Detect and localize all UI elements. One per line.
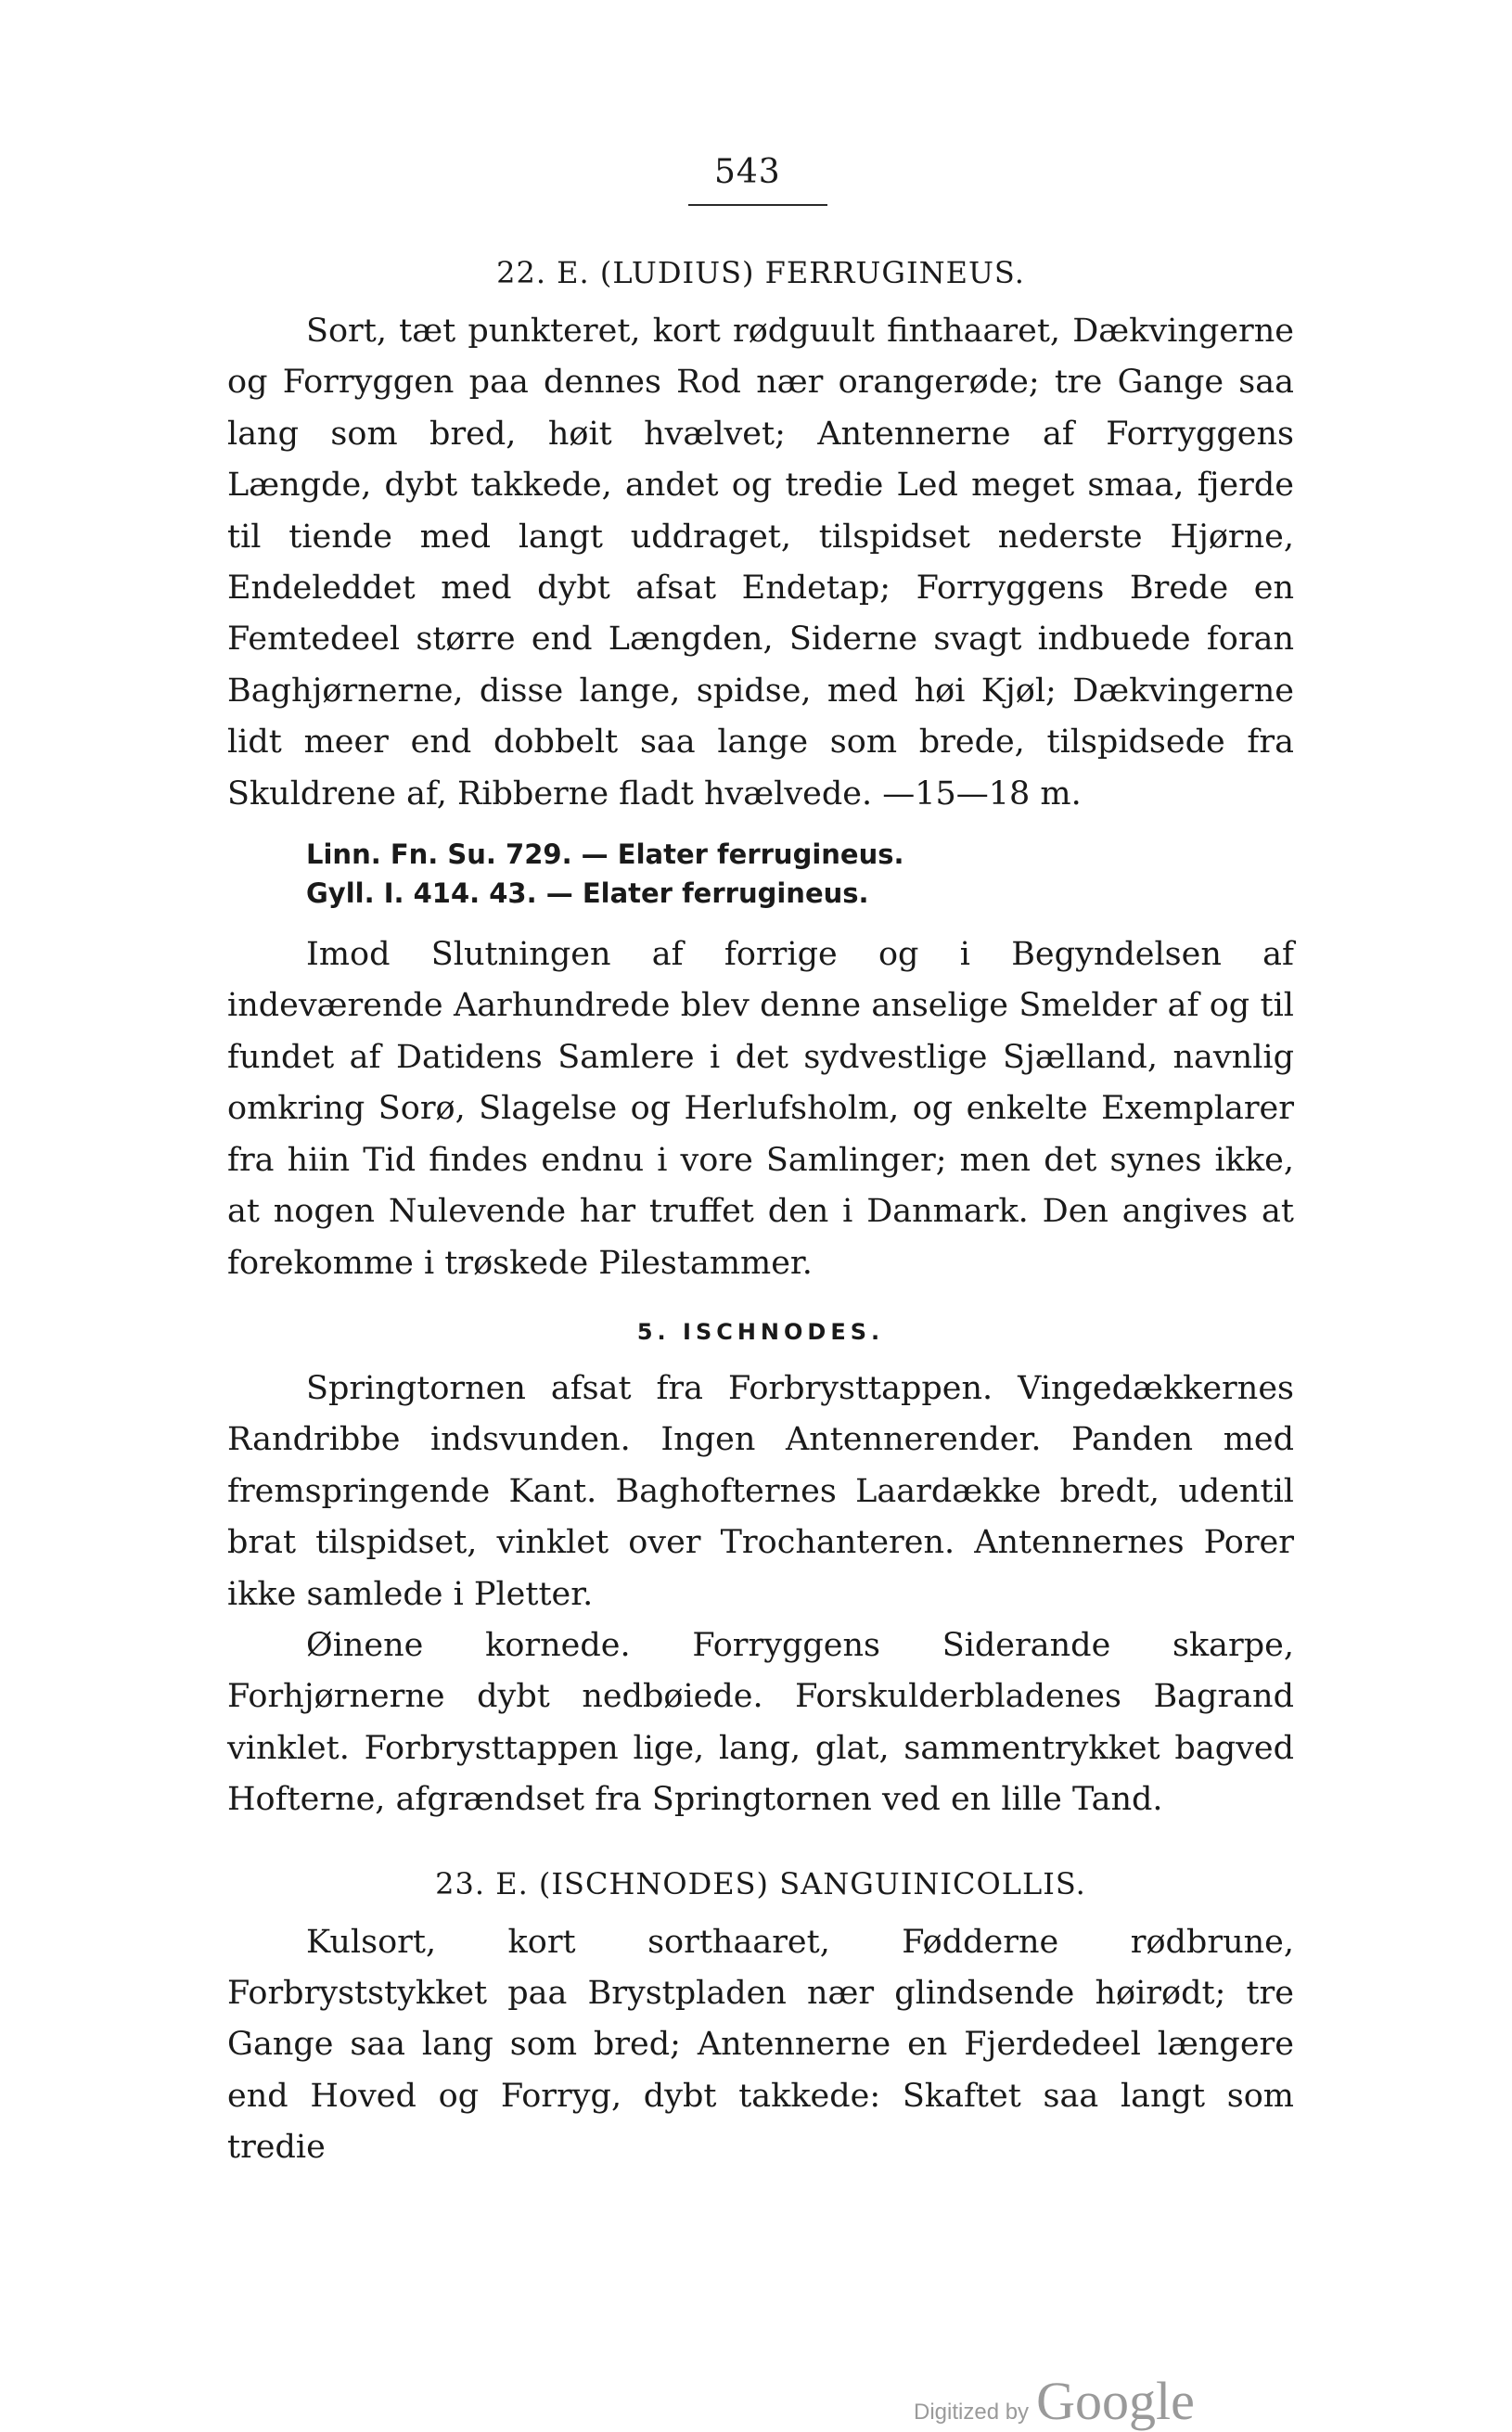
species-description: Kulsort, kort sorthaaret, Fødderne rødbrune, Forbryststykket paa Brystpladen nær glindsende høirødt; tre Gange saa lang som bred; Antennerne en Fjerdedeel længere end Hoved og Forryg, dybt takkede: Skaftet saa langt som tredie (227, 1923, 1294, 2167)
digitized-watermark (914, 2370, 1195, 2432)
page-number-rule (688, 204, 827, 206)
genus-paragraph: Øinene kornede. Forryggens Siderande skarpe, Forhjørnerne dybt nedbøiede. Forskulderbladenes Bagrand vinklet. Forbrysttappen lige, lang, glat, sammentrykket bagved Hofterne, afgrændset fra Springtornen ved en lille Tand. (227, 1626, 1294, 1819)
digitized-label: Digitized by (914, 2400, 1030, 2425)
species-heading: 22. E. (LUDIUS) FERRUGINEUS. (496, 255, 1025, 290)
species-notes: Imod Slutningen af forrige og i Begyndelsen af indeværende Aarhundrede blev denne anselige Smelder af og til fundet af Datidens Samlere i det sydvestlige Sjælland, navnlig omkring Sorø, Slagelse og Herlufsholm, og enkelte Exemplarer fra hiin Tid findes endnu i vore Samlinger; men det synes ikke, at nogen Nulevende har truffet den i Danmark. Den angives at forekomme i trøskede Pilestammer. (227, 936, 1294, 1282)
page-number: 543 (714, 153, 781, 191)
reference-line: Gyll. I. 414. 43. — Elater ferrugineus. (306, 877, 869, 910)
species-heading: 23. E. (ISCHNODES) SANGUINICOLLIS. (435, 1865, 1086, 1901)
species-description: Sort, tæt punkteret, kort rødguult finthaaret, Dækvingerne og Forryggen paa dennes Rod nær orangerøde; tre Gange saa lang som bred, høit hvælvet; Antennerne af Forryggens Længde, dybt takkede, andet og tredie Led meget smaa, fjerde til tiende med langt uddraget, tilspidset nederste Hjørne, Endeleddet med dybt afsat Endetap; Forryggens Brede en Femtedeel større end Længden, Siderne svagt indbuede foran Baghjørnerne, disse lange, spidse, med høi Kjøl; Dækvingerne lidt meer end dobbelt saa lange som brede, tilspidsede fra Skuldrene af, Ribberne fladt hvælvede. —15—18 m. (227, 313, 1294, 813)
text-column (227, 249, 1294, 2174)
genus-paragraph: Springtornen afsat fra Forbrysttappen. Vingedækkernes Randribbe indsvunden. Ingen Antennerender. Panden med fremspringende Kant. Baghofternes Laardække bredt, udentil brat tilspidset, vinklet over Trochanteren. Antennernes Porer ikke samlede i Pletter. (227, 1369, 1294, 1613)
genus-heading: 5. ISCHNODES. (636, 1318, 885, 1345)
google-logo: Google (1036, 2371, 1195, 2431)
references (306, 835, 1294, 913)
reference-line: Linn. Fn. Su. 729. — Elater ferrugineus. (306, 838, 904, 871)
